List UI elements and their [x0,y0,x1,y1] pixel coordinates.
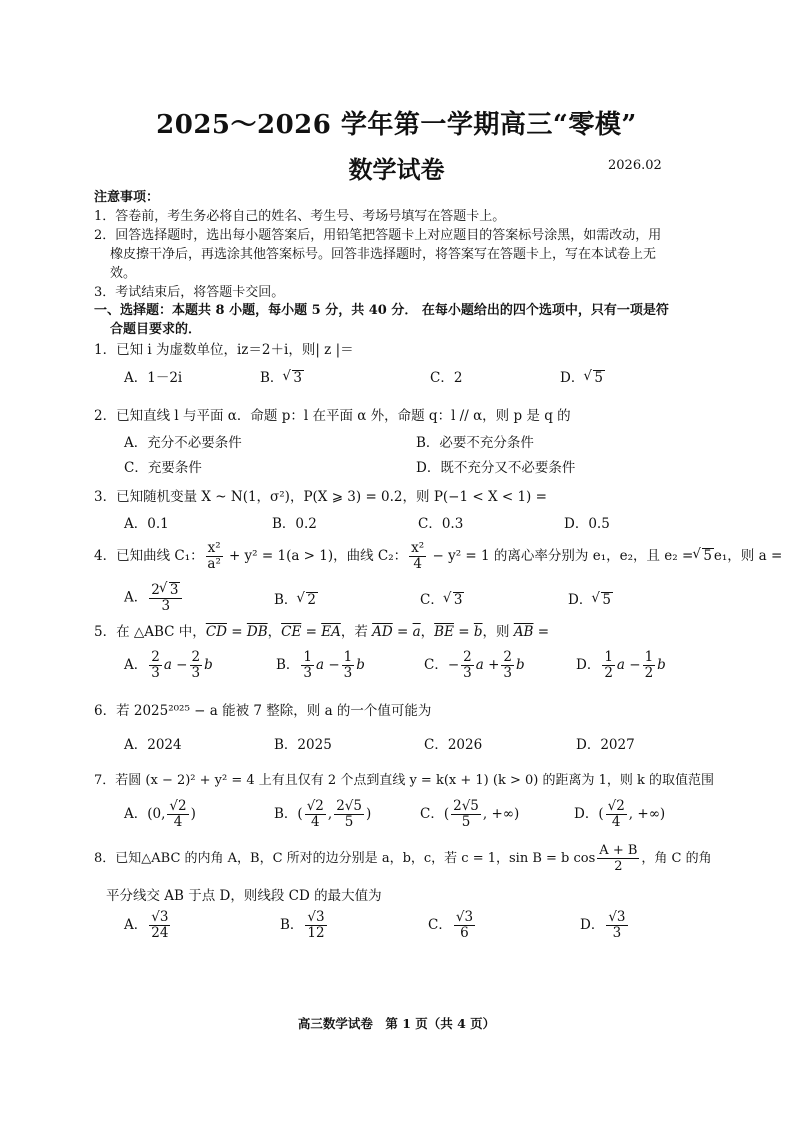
question-5-stem: 5．在 △ABC 中，$\overline{CD} = \overline{DB}$，$\overline{CE} = \overline{EA}$，若 $\overline{AD} = \overline{a}$，$\overline{BE} = \overline{b}$，则 $\overline{AB}$ = [94,624,550,640]
q7-option-b: B．( $\frac{√2}{4}$ , $\frac{2√5}{5}$ ) [274,798,372,830]
q1-option-d: D． √ 5 [560,366,605,386]
q4-option-a: A． $\frac{2 √ 3}{3}$ [124,582,184,614]
question-1-stem: 1．已知 i 为虚数单位，iz＝2＋i，则| z |＝ [94,342,354,358]
page-footer: 高三数学试卷 第 1 页（共 4 页） [297,1016,496,1031]
q2-option-a: A．充分不必要条件 [124,435,242,451]
q4-option-d: D． √ 5 [568,588,613,608]
q8-option-d: D． $\frac{√3}{3}$ [580,909,626,941]
note-item: 2．回答选择题时，选出每小题答案后，用铅笔把答题卡上对应题目的答案标号涂黑，如需改动，用 [94,228,662,243]
note-item: 3．考试结束后，将答题卡交回。 [94,285,285,300]
q5-option-b: B． $\frac{1}{3}$ a − $\frac{1}{3}$ b [276,649,365,681]
q3-option-a: A．0.1 [124,516,169,532]
question-3-stem: 3．已知随机变量 X ~ N(1，σ²)，P(X ⩾ 3) = 0.2，则 P(−1 < X < 1) = [94,489,547,505]
question-7-stem: 7．若圆 (x − 2)² + y² = 4 上有且仅有 2 个点到直线 y = k(x + 1) (k > 0) 的距离为 1，则 k 的取值范围 [94,773,715,788]
exam-date: 2026.02 [608,158,662,173]
note-item: 1．答卷前，考生务必将自己的姓名、考生号、考场号填写在答题卡上。 [94,209,506,224]
page-title: 2025～2026 学年第一学期高三“零模” [156,110,637,140]
q6-option-c: C．2026 [424,737,483,753]
q2-option-d: D．既不充分又不必要条件 [416,460,576,476]
section-heading: 一、选择题：本题共 8 小题，每小题 5 分，共 40 分． 在每小题给出的四个选项中，只有一项是符 [94,303,669,318]
q1-option-c: C．2 [430,370,463,386]
q1-option-b: B． √ 3 [260,366,304,386]
question-2-stem: 2．已知直线 l 与平面 α．命题 p：l 在平面 α 外，命题 q：l // α，则 p 是 q 的 [94,408,571,424]
note-item: 效。 [110,266,137,281]
q6-option-b: B．2025 [274,737,332,753]
q8-option-c: C． $\frac{√3}{6}$ [428,909,474,941]
notes-heading: 注意事项： [94,190,160,205]
q7-option-c: C．( $\frac{2√5}{5}$ , +∞) [420,798,520,830]
q3-option-c: C．0.3 [418,516,464,532]
q1-option-a: A．1－2i [124,370,183,386]
q8-option-a: A． $\frac{√3}{24}$ [124,909,169,941]
q4-option-c: C． √ 3 [420,588,464,608]
q8-option-b: B． $\frac{√3}{12}$ [280,909,325,941]
q2-option-b: B．必要不充分条件 [416,435,534,451]
q4-option-b: B． √ 2 [274,588,318,608]
question-8-stem-cont: 平分线交 AB 于点 D，则线段 CD 的最大值为 [106,888,382,904]
q3-option-b: B．0.2 [272,516,317,532]
q6-option-a: A．2024 [124,737,182,753]
question-6-stem: 6．若 2025²⁰²⁵ − a 能被 7 整除，则 a 的一个值可能为 [94,703,432,719]
exam-subject: 数学试卷 [348,155,445,184]
q5-option-c: C．− $\frac{2}{3}$ a + $\frac{2}{3}$ b [424,649,525,681]
question-4-stem: 4．已知曲线 C₁： $\frac{\text{x²}}{\text{a²}}$ + y² = 1(a > 1)，曲线 C₂： $\frac{\text{x²}}{4}$ − y² = 1 的离心率分别为 e₁，e₂，且 e₂ = √ 5 e₁，则 a = [94,541,782,572]
question-8-stem: 8．已知△ABC 的内角 A，B，C 所对的边分别是 a，b，c，若 c = 1，sin B = b cos $\frac{A + B}{2}$ ，角 C 的角 [94,843,712,874]
q2-option-c: C．充要条件 [124,460,202,476]
q3-option-d: D．0.5 [564,516,610,532]
note-item: 橡皮擦干净后，再选涂其他答案标号。回答非选择题时，将答案写在答题卡上，写在本试卷上无 [110,247,657,262]
q6-option-d: D．2027 [576,737,635,753]
q7-option-a: A．(0, $\frac{√2}{4}$ ) [124,798,196,830]
q5-option-d: D． $\frac{1}{2}$ a − $\frac{1}{2}$ b [576,649,666,681]
q5-option-a: A． $\frac{2}{3}$ a − $\frac{2}{3}$ b [124,649,213,681]
q7-option-d: D．( $\frac{√2}{4}$ , +∞) [574,798,666,830]
section-heading-cont: 合题目要求的． [110,322,202,337]
